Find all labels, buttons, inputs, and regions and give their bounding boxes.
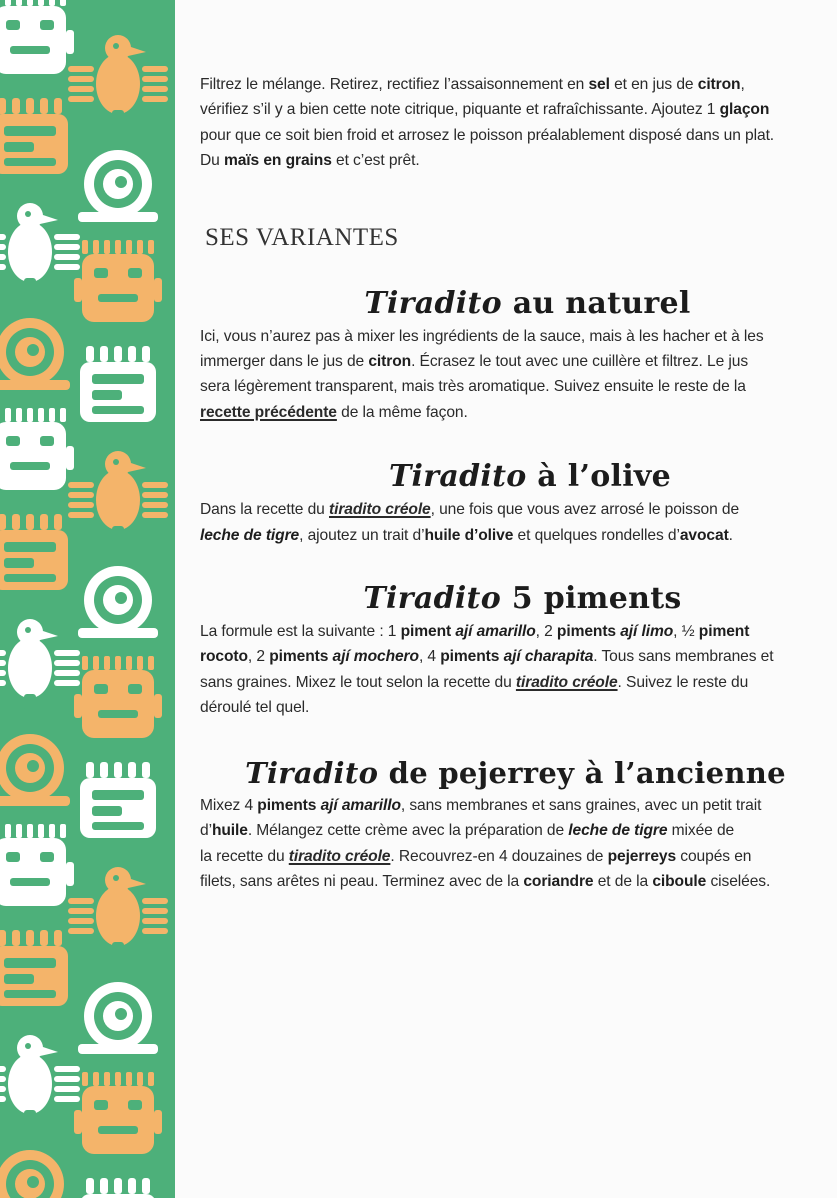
bold-italic-term: ají mochero: [332, 648, 419, 666]
glyph-pattern-icon: [0, 0, 175, 1198]
recipe-cross-reference: tiradito créole: [515, 673, 618, 691]
glyph-icon: [68, 867, 168, 958]
bold-ingredient: piments: [257, 796, 321, 814]
variant-title: [200, 755, 825, 791]
bold-italic-term: leche de tigre: [568, 822, 668, 840]
text-line: rocoto, 2 piments ají mochero, 4 piments ají charapita. Tous sans membranes et: [200, 648, 774, 666]
glyph-icon: [0, 1150, 70, 1198]
glyph-icon: [68, 451, 168, 542]
bold-ingredient: sel: [588, 76, 610, 93]
bold-ingredient: piment: [698, 623, 750, 641]
glyph-icon: [0, 98, 68, 174]
text-line: Mixez 4 piments ají amarillo, sans membranes et sans graines, avec un petit trait: [200, 796, 762, 814]
variant-title-lead: Tiradito: [364, 285, 502, 321]
bold-italic-term: ají amarillo: [455, 623, 536, 641]
variant-title-rest: 5 piments: [501, 581, 682, 617]
bold-ingredient: piments: [440, 648, 504, 666]
variant-pejerrey: [200, 755, 825, 895]
bold-ingredient: piments: [556, 623, 621, 641]
variant-paragraph: [200, 793, 825, 895]
glyph-icon: [0, 1035, 80, 1126]
text-line: Ici, vous n’aurez pas à mixer les ingrédients de la sauce, mais à les hacher et à les: [200, 327, 764, 345]
text-line: Filtrez le mélange. Retirez, rectifiez l’assaisonnement en sel et en jus de citron,: [200, 76, 745, 93]
glyph-icon: [0, 514, 68, 590]
text-line: déroulé tel quel.: [200, 699, 310, 717]
bold-ingredient: huile d’olive: [424, 526, 514, 544]
variant-title-rest: au naturel: [501, 285, 691, 321]
variant-title: [200, 286, 825, 322]
glyph-icon: [68, 35, 168, 126]
glyph-icon: [80, 346, 156, 422]
glyph-icon: [74, 656, 162, 738]
intro-paragraph: [200, 72, 825, 174]
variant-title-lead: Tiradito: [388, 459, 527, 495]
variant-title-rest: de pejerrey à l’ancienne: [378, 755, 786, 790]
variant-title: [200, 459, 825, 495]
text-line: vérifiez s’il y a bien cette note citrique, piquante et rafraîchissante. Ajoutez 1 glaçon: [200, 101, 770, 119]
bold-ingredient: citron: [697, 76, 741, 93]
bold-ingredient: pejerreys: [607, 847, 677, 865]
variant-title-lead: Tiradito: [245, 755, 379, 790]
bold-italic-term: ají charapita: [503, 648, 594, 666]
variant-paragraph: [200, 619, 825, 721]
bold-ingredient: glaçon: [719, 101, 770, 119]
variant-paragraph: [200, 497, 825, 548]
variant-title-rest: à l’olive: [526, 459, 672, 495]
bold-italic-term: ají amarillo: [320, 796, 401, 814]
recipe-cross-reference: recette précédente: [200, 403, 337, 421]
variant-naturel: [200, 286, 825, 426]
glyph-icon: [80, 762, 156, 838]
text-line: sans graines. Mixez le tout selon la recette du tiradito créole. Suivez le reste du: [200, 673, 749, 691]
text-line: La formule est la suivante : 1 piment ají amarillo, 2 piments ají limo, ½ piment: [200, 623, 750, 641]
bold-ingredient: maïs en grains: [223, 152, 332, 170]
recipe-cross-reference: tiradito créole: [288, 847, 391, 865]
bold-ingredient: ciboule: [652, 872, 707, 890]
variant-paragraph: [200, 324, 825, 426]
bold-ingredient: avocat: [679, 526, 729, 544]
glyph-icon: [0, 734, 70, 806]
text-line: pour que ce soit bien froid et arrosez le poisson préalablement disposé dans un plat.: [200, 126, 775, 144]
variant-5-piments: [200, 581, 825, 721]
glyph-icon: [0, 0, 74, 74]
text-line: filets, sans arêtes ni peau. Terminez avec de la coriandre et de la ciboule ciselées.: [200, 872, 771, 890]
recipe-text-column: [200, 72, 825, 894]
bold-ingredient: coriandre: [523, 872, 594, 890]
glyph-icon: [78, 982, 158, 1054]
text-line: d’huile. Mélangez cette crème avec la préparation de leche de tigre mixée de: [200, 822, 735, 840]
glyph-icon: [0, 619, 80, 710]
recipe-cross-reference: tiradito créole: [329, 501, 431, 519]
section-title: SES VARIANTES: [205, 223, 399, 251]
bold-italic-term: ají limo: [620, 623, 674, 641]
bold-italic-term: leche de tigre: [200, 526, 300, 544]
glyph-icon: [74, 240, 162, 322]
text-line: immerger dans le jus de citron. Écrasez le tout avec une cuillère et filtrez. Le jus: [200, 353, 749, 371]
bold-ingredient: piment: [400, 623, 456, 641]
text-line: la recette du tiradito créole. Recouvrez-en 4 douzaines de pejerreys coupés en: [200, 847, 752, 865]
text-line: leche de tigre, ajoutez un trait d’huile d’olive et quelques rondelles d’avocat.: [200, 526, 733, 544]
variant-olive: [200, 459, 825, 548]
glyph-icon: [0, 408, 74, 490]
bold-ingredient: huile: [211, 822, 248, 840]
glyph-icon: [78, 566, 158, 638]
glyph-icon: [0, 930, 68, 1006]
text-line: Du maïs en grains et c’est prêt.: [200, 152, 420, 170]
glyph-icon: [80, 1178, 156, 1198]
glyph-icon: [0, 824, 74, 906]
glyph-icon: [0, 203, 80, 294]
glyph-icon: [74, 1072, 162, 1154]
glyph-icon: [78, 150, 158, 222]
bold-ingredient: rocoto: [200, 648, 248, 666]
text-line: sera légèrement transparent, mais très aromatique. Suivez ensuite le reste de la: [200, 378, 746, 396]
variant-title-lead: Tiradito: [363, 581, 502, 617]
text-line: Dans la recette du tiradito créole, une fois que vous avez arrosé le poisson de: [200, 501, 740, 519]
variant-title: [200, 581, 825, 617]
bold-ingredient: piments: [269, 648, 333, 666]
decorative-glyph-band: [0, 0, 175, 1198]
glyph-icon: [0, 318, 70, 390]
text-line: recette précédente de la même façon.: [200, 403, 468, 421]
bold-ingredient: citron: [368, 353, 412, 371]
